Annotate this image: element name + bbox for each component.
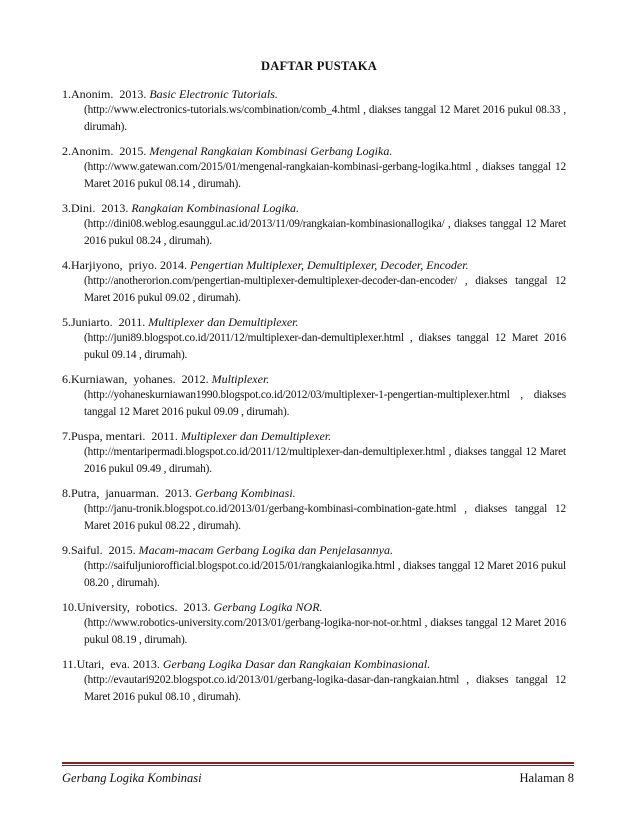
footer-divider [62, 762, 574, 764]
reference-title: Rangkaian Kombinasional Logika. [131, 201, 300, 215]
reference-heading [62, 257, 566, 273]
reference-author-year: Puspa, mentari. 2011. [71, 429, 181, 443]
reference-title: Gerbang Logika NOR. [213, 600, 323, 614]
reference-author-year: Dini. 2013. [71, 201, 132, 215]
reference-title: Macam-macam Gerbang Logika dan Penjelasannya. [138, 543, 393, 557]
reference-item [62, 599, 566, 648]
reference-author-year: Juniarto. 2011. [71, 315, 149, 329]
reference-number: 9. [62, 543, 71, 557]
reference-item [62, 485, 566, 534]
reference-author-year: Anonim. 2013. [71, 87, 150, 101]
reference-item [62, 143, 566, 192]
reference-detail: (http://juni89.blogspot.co.id/2011/12/multiplexer-dan-demultiplexer.html , diakses tanggal 12 Maret 2016 pukul 09.14 , dirumah). [84, 332, 566, 361]
reference-author-year: Harjiyono, priyo. 2014. [71, 258, 190, 272]
reference-number: 10. [62, 600, 77, 614]
reference-detail: (http://yohaneskurniawan1990.blogspot.co.id/2012/03/multiplexer-1-pengertian-multiplexer.html , diakses tanggal 12 Maret 2016 pukul 09.09 , dirumah). [84, 389, 566, 418]
reference-author-year: Saiful. 2015. [71, 543, 139, 557]
reference-detail: (http://anotherorion.com/pengertian-multiplexer-demultiplexer-decoder-dan-encoder/ , diakses tanggal 12 Maret 2016 pukul 09.02 , dirumah). [84, 275, 566, 304]
reference-heading [62, 485, 566, 501]
reference-item [62, 314, 566, 363]
reference-title: Basic Electronic Tutorials. [149, 87, 278, 101]
reference-author-year: University, robotics. 2013. [77, 600, 214, 614]
reference-heading [62, 656, 566, 672]
reference-number: 5. [62, 315, 71, 329]
reference-item [62, 86, 566, 135]
reference-title: Multiplexer dan Demultiplexer. [180, 429, 332, 443]
reference-item [62, 428, 566, 477]
reference-number: 8. [62, 486, 71, 500]
reference-heading [62, 200, 566, 216]
reference-title: Gerbang Kombinasi. [194, 486, 296, 500]
reference-heading [62, 86, 566, 102]
footer-divider-thin [62, 765, 574, 766]
reference-heading [62, 314, 566, 330]
reference-author-year: Kurniawan, yohanes. 2012. [71, 372, 212, 386]
reference-author-year: Utari, eva. 2013. [76, 657, 163, 671]
reference-list [62, 86, 566, 713]
reference-heading [62, 371, 566, 387]
reference-item [62, 656, 566, 705]
reference-author-year: Anonim. 2015. [71, 144, 150, 158]
reference-heading [62, 143, 566, 159]
reference-title: Mengenal Rangkaian Kombinasi Gerbang Logika. [149, 144, 393, 158]
reference-number: 7. [62, 429, 71, 443]
reference-heading [62, 599, 566, 615]
page-title: DAFTAR PUSTAKA [261, 59, 377, 73]
reference-detail: (http://mentaripermadi.blogspot.co.id/2011/12/multiplexer-dan-demultiplexer.html , diakses tanggal 12 Maret 2016 pukul 09.49 , dirumah). [84, 446, 566, 475]
reference-author-year: Putra, januarman. 2013. [71, 486, 195, 500]
reference-detail: (http://janu-tronik.blogspot.co.id/2013/01/gerbang-kombinasi-combination-gate.html , diakses tanggal 12 Maret 2016 pukul 08.22 , dirumah). [84, 503, 566, 532]
reference-number: 3. [62, 201, 71, 215]
reference-detail: (http://dini08.weblog.esaunggul.ac.id/2013/11/09/rangkaian-kombinasionallogika/ , diakses tanggal 12 Maret 2016 pukul 08.24 , dirumah). [84, 218, 566, 247]
reference-number: 2. [62, 144, 71, 158]
reference-item [62, 257, 566, 306]
reference-title: Multiplexer. [211, 372, 270, 386]
reference-number: 1. [62, 87, 71, 101]
reference-title: Gerbang Logika Dasar dan Rangkaian Kombinasional. [162, 657, 431, 671]
reference-detail: (http://evautari9202.blogspot.co.id/2013/01/gerbang-logika-dasar-dan-rangkaian.html , diakses tanggal 12 Maret 2016 pukul 08.10 , dirumah). [84, 674, 566, 703]
reference-heading [62, 428, 566, 444]
footer-document-title: Gerbang Logika Kombinasi [62, 771, 202, 785]
reference-item [62, 200, 566, 249]
reference-number: 4. [62, 258, 71, 272]
reference-title: Multiplexer dan Demultiplexer. [148, 315, 299, 329]
reference-item [62, 371, 566, 420]
reference-detail: (http://saifuljuniorofficial.blogspot.co.id/2015/01/rangkaianlogika.html , diakses tanggal 12 Maret 2016 pukul 08.20 , dirumah). [84, 560, 566, 589]
reference-detail: (http://www.gatewan.com/2015/01/mengenal-rangkaian-kombinasi-gerbang-logika.html , diakses tanggal 12 Maret 2016 pukul 08.14 , dirumah). [84, 161, 566, 190]
reference-number: 11. [62, 657, 77, 671]
reference-item [62, 542, 566, 591]
reference-heading [62, 542, 566, 558]
reference-title: Pengertian Multiplexer, Demultiplexer, Decoder, Encoder. [190, 258, 469, 272]
reference-detail: (http://www.robotics-university.com/2013/01/gerbang-logika-nor-not-or.html , diakses tanggal 12 Maret 2016 pukul 08.19 , dirumah). [84, 617, 566, 646]
footer-page-number: Halaman 8 [519, 771, 574, 785]
reference-number: 6. [62, 372, 71, 386]
reference-detail: (http://www.electronics-tutorials.ws/combination/comb_4.html , diakses tanggal 12 Maret 2016 pukul 08.33 , dirumah). [84, 104, 566, 133]
